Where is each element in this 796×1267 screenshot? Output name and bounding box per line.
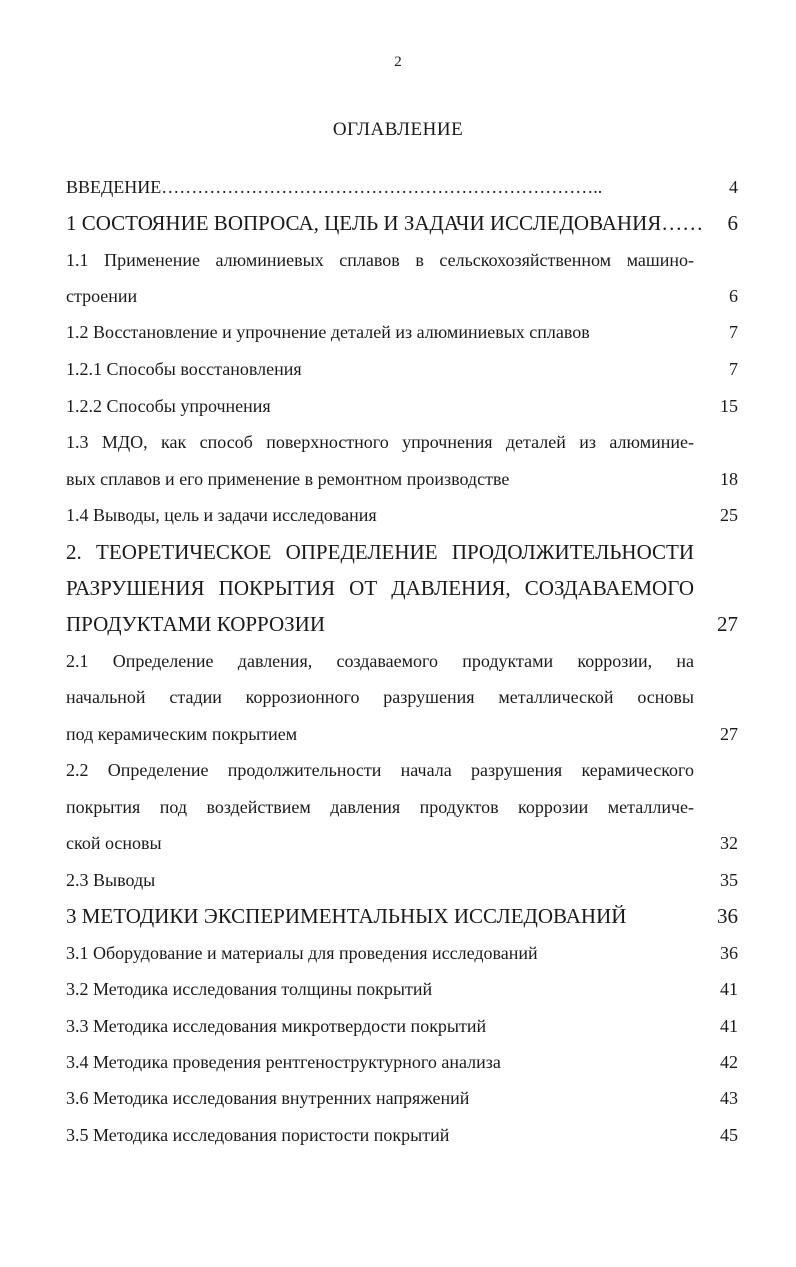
toc-entry-text: 1.2.1 Способы восстановления (66, 359, 302, 379)
toc-entry-introduction (66, 169, 738, 205)
toc-entry-text: 1.2.2 Способы упрочнения (66, 396, 271, 416)
toc-entry-1-2-2 (66, 388, 738, 424)
toc-page-number: 41 (720, 1016, 738, 1036)
toc-page-number: 25 (720, 505, 738, 525)
toc-page-number: 45 (720, 1125, 738, 1145)
toc-entry-text: 3.2 Методика исследования толщины покрытий (66, 979, 433, 999)
toc-page-number: 36 (717, 904, 738, 928)
toc-entry-text: строении (66, 286, 138, 306)
toc-entry-chapter-2 (66, 534, 738, 570)
toc-entry-text: 3.4 Методика проведения рентгеноструктурного анализа (66, 1052, 501, 1072)
toc-entry-text: ПРОДУКТАМИ КОРРОЗИИ (66, 612, 325, 636)
toc-page-number: 7 (729, 322, 738, 342)
toc-entry-text: 1 СОСТОЯНИЕ ВОПРОСА, ЦЕЛЬ И ЗАДАЧИ ИССЛЕДОВАНИЯ…… (66, 211, 704, 235)
toc-page-number: 15 (720, 396, 738, 416)
toc-entry-1-1 (66, 242, 738, 278)
toc-entry-2-2-end (66, 825, 738, 861)
toc-entry-text: 1.1 Применение алюминиевых сплавов в сельскохозяйственном машино- (66, 250, 694, 270)
toc-page-number: 6 (727, 211, 738, 235)
toc-entry-3-5 (66, 1117, 738, 1153)
toc-entry-text: покрытия под воздействием давления продуктов коррозии металличе- (66, 797, 694, 817)
toc-page-number: 36 (720, 943, 738, 963)
toc-entry-2-1-cont (66, 679, 738, 715)
toc-entry-text: 2.1 Определение давления, создаваемого продуктами коррозии, на (66, 651, 694, 671)
toc-entry-text: 2.3 Выводы (66, 870, 156, 890)
toc-page-number: 27 (720, 724, 738, 744)
toc-page-number: 6 (729, 286, 738, 306)
toc-entry-2-1-end (66, 716, 738, 752)
toc-entry-2-2 (66, 752, 738, 788)
toc-entry-text: ской основы (66, 833, 162, 853)
toc-entry-1-1-cont (66, 278, 738, 314)
toc-title: ОГЛАВЛЕНИЕ (332, 119, 464, 140)
toc-entry-chapter-3 (66, 898, 738, 934)
toc-entry-text: 3.3 Методика исследования микротвердости покрытий (66, 1016, 487, 1036)
toc-entry-2-2-cont (66, 789, 738, 825)
toc-entry-1-2 (66, 314, 738, 350)
toc-entry-chapter-1 (66, 205, 738, 241)
toc-entry-text: 3.1 Оборудование и материалы для проведения исследований (66, 943, 538, 963)
toc-entry-text: под керамическим покрытием (66, 724, 298, 744)
toc-entry-text: 3.5 Методика исследования пористости покрытий (66, 1125, 450, 1145)
toc-page-number: 41 (720, 979, 738, 999)
toc-page-number: 43 (720, 1088, 738, 1108)
toc-entry-text: 2. ТЕОРЕТИЧЕСКОЕ ОПРЕДЕЛЕНИЕ ПРОДОЛЖИТЕЛЬНОСТИ (66, 540, 694, 564)
toc-entry-1-4 (66, 497, 738, 533)
toc-entry-text: 2.2 Определение продолжительности начала разрушения керамического (66, 760, 694, 780)
table-of-contents (66, 0, 738, 1267)
toc-entry-3-4 (66, 1044, 738, 1080)
toc-page-number: 32 (720, 833, 738, 853)
toc-page-number: 27 (717, 612, 738, 636)
toc-entry-3-3 (66, 1008, 738, 1044)
toc-entry-text: 1.2 Восстановление и упрочнение деталей из алюминиевых сплавов (66, 322, 590, 342)
toc-entry-chapter-2-cont (66, 570, 738, 606)
toc-entry-3-1 (66, 935, 738, 971)
toc-entry-chapter-2-end (66, 606, 738, 642)
toc-entry-text: 3 МЕТОДИКИ ЭКСПЕРИМЕНТАЛЬНЫХ ИССЛЕДОВАНИЙ (66, 904, 627, 928)
toc-entry-text: начальной стадии коррозионного разрушения металлической основы (66, 687, 694, 707)
toc-entry-1-2-1 (66, 351, 738, 387)
toc-entry-text: 3.6 Методика исследования внутренних напряжений (66, 1088, 470, 1108)
toc-page-number: 7 (729, 359, 738, 379)
toc-entry-text: 1.3 МДО, как способ поверхностного упрочнения деталей из алюминие- (66, 432, 694, 452)
toc-entry-2-1 (66, 643, 738, 679)
toc-page-number: 4 (729, 177, 738, 197)
toc-entry-3-2 (66, 971, 738, 1007)
toc-page-number: 35 (720, 870, 738, 890)
toc-entry-2-3 (66, 862, 738, 898)
toc-entry-1-3-cont (66, 461, 738, 497)
toc-page-number: 42 (720, 1052, 738, 1072)
toc-entry-1-3 (66, 424, 738, 460)
toc-entry-3-6 (66, 1080, 738, 1116)
toc-page-number: 18 (720, 469, 738, 489)
toc-entry-text: вых сплавов и его применение в ремонтном производстве (66, 469, 510, 489)
toc-entry-text: РАЗРУШЕНИЯ ПОКРЫТИЯ ОТ ДАВЛЕНИЯ, СОЗДАВАЕМОГО (66, 576, 694, 600)
toc-entry-text: ВВЕДЕНИЕ……………………………………………………………….. (66, 177, 603, 197)
toc-entry-text: 1.4 Выводы, цель и задачи исследования (66, 505, 377, 525)
page-number: 2 (394, 54, 402, 70)
